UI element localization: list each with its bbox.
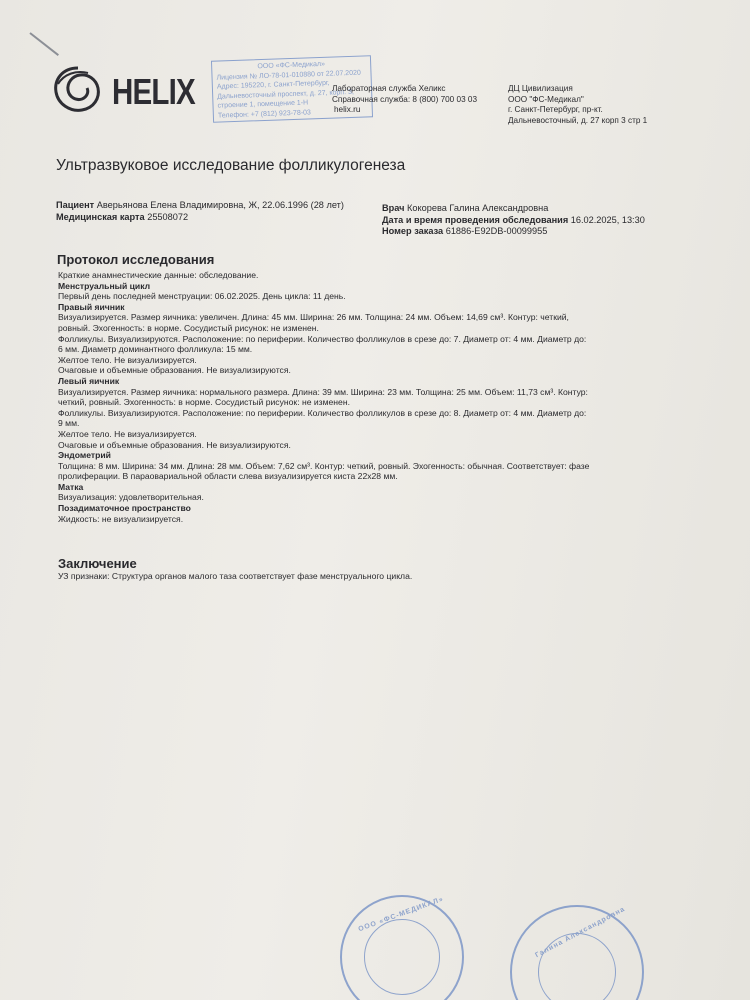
right-ovary-heading: Правый яичник bbox=[58, 301, 125, 312]
order-value: 61886-E92DB-00099955 bbox=[445, 226, 548, 236]
lab-phone: Справочная служба: 8 (800) 700 03 03 bbox=[332, 94, 478, 104]
clinic-street: Дальневосточный, д. 27 корп 3 стр 1 bbox=[508, 115, 648, 125]
seal-text: ООО «ФС-МЕДИКАЛ» bbox=[357, 895, 445, 934]
lab-name: Лабораторная служба Хеликс bbox=[332, 84, 446, 93]
retrouterine-text: Жидкость: не визуализируется. bbox=[58, 513, 184, 524]
lab-contact-block bbox=[332, 84, 477, 116]
left-ovary-line: четкий, ровный. Эхогенность: в норме. Сосудистый рисунок: не изменен. bbox=[58, 397, 350, 408]
order-label: Номер заказа bbox=[382, 226, 444, 236]
seal-text: Галина Александровна bbox=[534, 905, 627, 960]
doctor-label: Врач bbox=[382, 203, 405, 213]
right-ovary-line: Желтое тело. Не визуализируется. bbox=[58, 354, 197, 365]
left-ovary-line: Фолликулы. Визуализируются. Расположение: по периферии. Количество фолликулов в срезе до: 8. Диаметр от: 4 мм. Диаметр до: bbox=[58, 407, 587, 418]
endometrium-heading: Эндометрий bbox=[58, 450, 111, 461]
right-ovary-line: Фолликулы. Визуализируются. Расположение: по периферии. Количество фолликулов в срезе до: 7. Диаметр от: 4 мм. Диаметр до: bbox=[58, 333, 587, 344]
clinic-city: г. Санкт-Петербург, пр-кт. bbox=[508, 105, 603, 114]
stamp-line: строение 1, помещение 1-Н bbox=[217, 99, 309, 110]
clinic-company: ООО "ФС-Медикал" bbox=[508, 94, 584, 104]
endometrium-line: Толщина: 8 мм. Ширина: 34 мм. Длина: 28 мм. Объем: 7,62 см³. Контур: четкий, ровный. Эхогенность: обычная. Соответствует: фазе bbox=[58, 460, 590, 471]
doctor-row bbox=[382, 203, 645, 215]
card-row bbox=[56, 212, 344, 224]
helix-logo bbox=[50, 64, 200, 116]
uterus-text: Визуализация: удовлетворительная. bbox=[58, 492, 204, 503]
protocol-title: Протокол исследования bbox=[57, 252, 215, 267]
anamnesis: Краткие анамнестические данные: обследование. bbox=[58, 270, 259, 280]
stamp-line: Дальневосточный проспект, д. 27, корп. 3, bbox=[217, 88, 355, 101]
protocol-body bbox=[58, 270, 663, 524]
uterus-heading: Матка bbox=[58, 481, 84, 492]
left-ovary-line: 9 мм. bbox=[58, 418, 80, 429]
patient-block bbox=[56, 200, 344, 223]
date-label: Дата и время проведения обследования bbox=[382, 214, 569, 225]
cycle-heading: Менструальный цикл bbox=[58, 280, 151, 291]
retrouterine-heading: Позадиматочное пространство bbox=[58, 503, 191, 514]
patient-label: Пациент bbox=[56, 200, 95, 210]
seal-inner-ring bbox=[364, 919, 440, 995]
date-row bbox=[382, 215, 645, 227]
page-title: Ультразвуковое исследование фолликулогенеза bbox=[56, 157, 406, 174]
helix-spiral-icon bbox=[50, 64, 106, 116]
right-ovary-line: ровный. Эхогенность: в норме. Сосудистый рисунок: не изменен. bbox=[58, 322, 319, 333]
left-ovary-line: Желтое тело. Не визуализируется. bbox=[58, 428, 197, 439]
stamp-line: Лицензия № ЛО-78-01-010880 от 22.07.2020 bbox=[216, 69, 361, 82]
left-ovary-heading: Левый яичник bbox=[58, 375, 120, 386]
right-ovary-line: Очаговые и объемные образования. Не визуализируются. bbox=[58, 365, 291, 376]
company-seal bbox=[340, 895, 464, 1000]
order-row bbox=[382, 226, 645, 238]
stamp-line: Адрес: 195220, г. Санкт-Петербург, bbox=[216, 79, 330, 91]
doctor-value: Кокорева Галина Александровна bbox=[407, 203, 549, 213]
stamp-line: ООО «ФС-Медикал» bbox=[257, 60, 326, 71]
right-ovary-line: 6 мм. Диаметр доминантного фолликула: 15 мм. bbox=[58, 344, 253, 355]
pin-mark bbox=[29, 32, 59, 56]
card-value: 25508072 bbox=[147, 211, 189, 222]
date-value: 16.02.2025, 13:30 bbox=[570, 214, 645, 225]
lab-site: helix.ru bbox=[334, 105, 361, 114]
left-ovary-line: Очаговые и объемные образования. Не визуализируются. bbox=[58, 439, 291, 450]
endometrium-line: пролиферации. В параовариальной области слева визуализируется киста 22х28 мм. bbox=[58, 471, 398, 482]
doctor-seal bbox=[510, 905, 644, 1000]
logo-text: HELIX bbox=[112, 71, 195, 112]
clinic-address-block bbox=[508, 84, 647, 126]
patient-row bbox=[56, 200, 344, 212]
left-ovary-line: Визуализируется. Размер яичника: нормального размера. Длина: 39 мм. Ширина: 23 мм. Толщина: 25 мм. Объем: 11,73 см³. Контур: bbox=[58, 386, 588, 397]
patient-value: Аверьянова Елена Владимировна, Ж, 22.06.1996 (28 лет) bbox=[96, 200, 344, 210]
cycle-text: Первый день последней менструации: 06.02.2025. День цикла: 11 день. bbox=[58, 291, 346, 302]
stamp-line: Телефон: +7 (812) 923-78-03 bbox=[217, 108, 312, 120]
conclusion-text: УЗ признаки: Структура органов малого таза соответствует фазе менструального цикла. bbox=[58, 571, 413, 581]
seal-inner-ring bbox=[538, 933, 616, 1000]
doctor-block bbox=[382, 203, 645, 238]
card-label: Медицинская карта bbox=[56, 211, 145, 222]
clinic-name: ДЦ Цивилизация bbox=[508, 84, 573, 93]
right-ovary-line: Визуализируется. Размер яичника: увеличен. Длина: 45 мм. Ширина: 26 мм. Толщина: 24 мм. Объем: 14,69 см³. Контур: четкий, bbox=[58, 312, 569, 323]
conclusion-title: Заключение bbox=[58, 556, 137, 571]
